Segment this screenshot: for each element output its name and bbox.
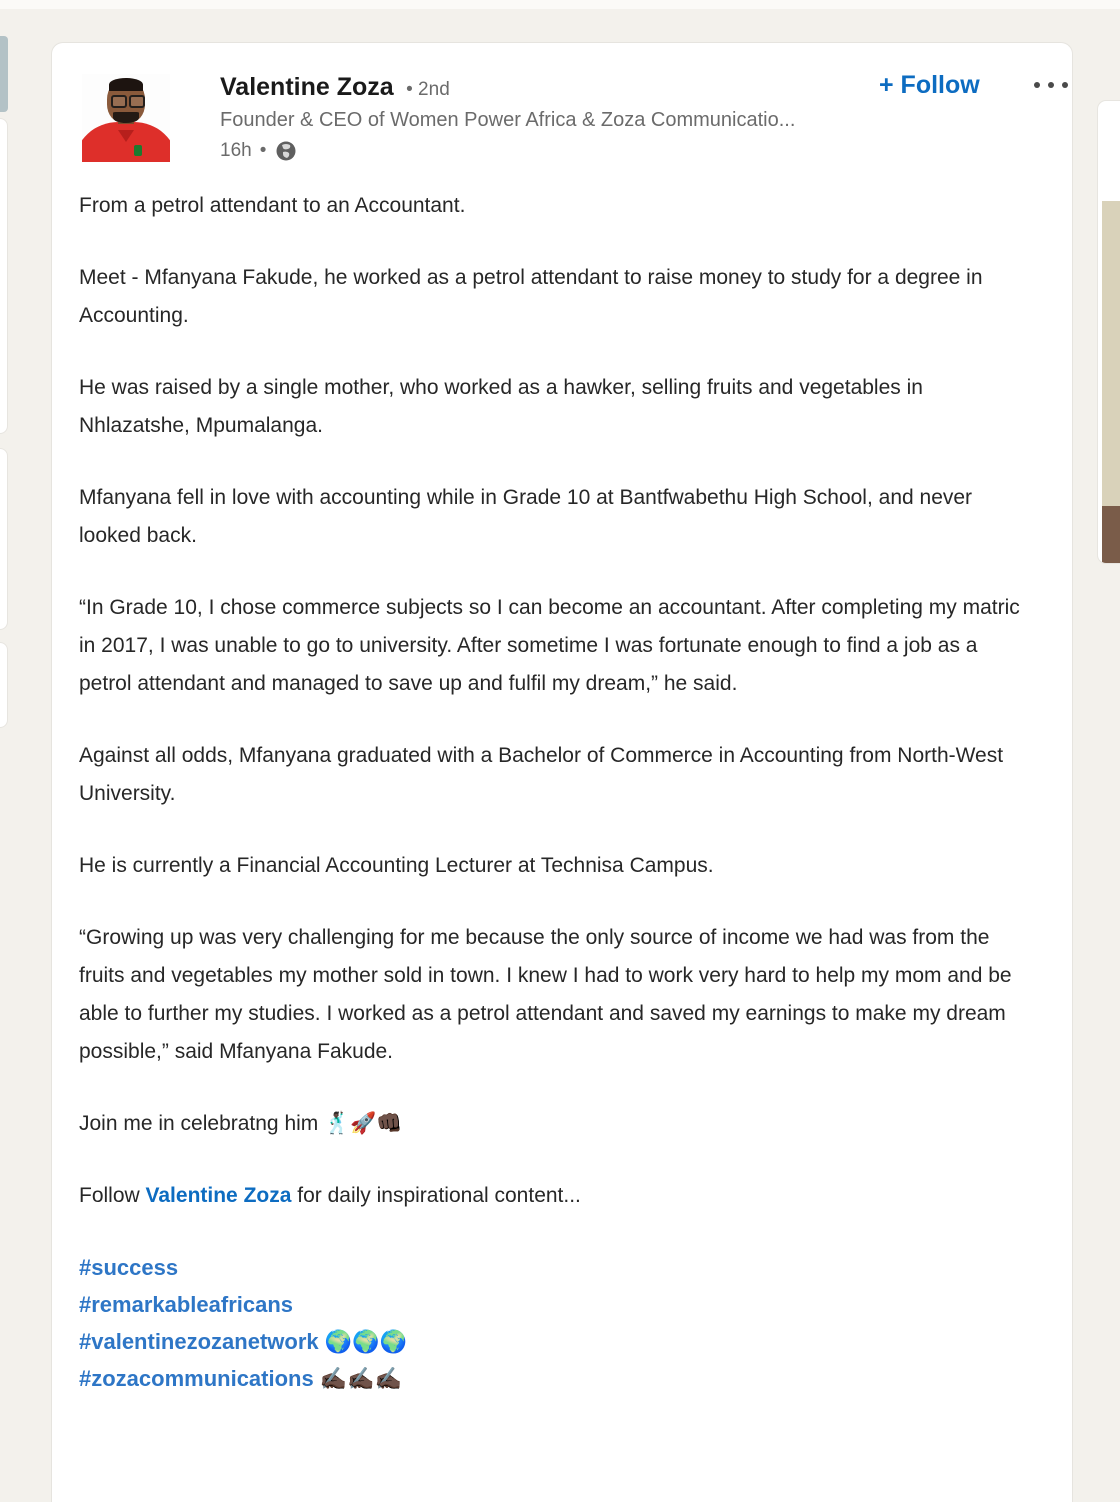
avatar[interactable] [82, 74, 170, 162]
post-paragraph: “In Grade 10, I chose commerce subjects so I can become an accountant. After completing my matric in 2017, I was unable to go to university. After sometime I was fortunate enough to find a job as a petrol attendant and managed to save up and fulfil my dream,” he said. [79, 596, 1020, 695]
adjacent-accent-fragment [0, 36, 8, 112]
adjacent-card-image-fragment [1102, 201, 1120, 506]
hashtag-list [79, 1249, 1027, 1397]
post-paragraph: Meet - Mfanyana Fakude, he worked as a petrol attendant to raise money to study for a degree in Accounting. [79, 266, 983, 327]
adjacent-card-fragment [0, 642, 8, 728]
post-paragraph: From a petrol attendant to an Accountant. [79, 194, 466, 217]
page-top-strip [0, 0, 1120, 9]
hashtag-link[interactable]: #valentinezozanetwork [79, 1329, 319, 1354]
author-block [220, 73, 795, 163]
post-paragraph: Against all odds, Mfanyana graduated with a Bachelor of Commerce in Accounting from North-West University. [79, 744, 1004, 805]
post-paragraph: He is currently a Financial Accounting Lecturer at Technisa Campus. [79, 854, 714, 877]
post-body [79, 187, 1027, 1397]
hashtag-emojis: ✍🏿✍🏿✍🏿 [313, 1366, 403, 1391]
follow-cta-suffix: for daily inspirational content... [291, 1184, 581, 1207]
post-time: 16h [220, 140, 252, 161]
post-header [79, 43, 1045, 184]
adjacent-card-fragment [1097, 100, 1120, 564]
post-card [51, 42, 1073, 1502]
meta-separator: • [259, 140, 267, 161]
post-paragraph: Mfanyana fell in love with accounting while in Grade 10 at Bantfwabethu High School, and never looked back. [79, 486, 973, 547]
hashtag-link[interactable]: #remarkableafricans [79, 1292, 294, 1317]
hashtag-link[interactable]: #success [79, 1255, 179, 1280]
follow-cta-line [79, 1177, 1027, 1215]
follow-cta-prefix: Follow [79, 1184, 146, 1207]
post-paragraph: “Growing up was very challenging for me because the only source of income we had was from the fruits and vegetables my mother sold in town. I knew I had to work very hard to help my mom and be able to further my studies. I worked as a petrol attendant and saved my earnings to make my dream possible,” said Mfanyana Fakude. [79, 926, 1012, 1063]
post-paragraph: He was raised by a single mother, who worked as a hawker, selling fruits and vegetables in Nhlazatshe, Mpumalanga. [79, 376, 923, 437]
hashtag-emojis: 🌍🌍🌍 [318, 1329, 407, 1354]
author-inline-link[interactable]: Valentine Zoza [145, 1184, 292, 1207]
author-name[interactable]: Valentine Zoza [220, 73, 394, 101]
hashtag-line [79, 1286, 1027, 1323]
hashtag-line [79, 1360, 1027, 1397]
globe-icon [274, 139, 298, 163]
hashtag-line [79, 1249, 1027, 1286]
hashtag-link[interactable]: #zozacommunications [79, 1366, 314, 1391]
hashtag-line [79, 1323, 1027, 1360]
adjacent-card-fragment [0, 118, 8, 434]
post-meta [220, 139, 795, 163]
overflow-menu-icon[interactable] [1025, 71, 1077, 99]
avatar-shirt [82, 122, 170, 162]
post-paragraph: Join me in celebratng him 🕺🏿🚀👊🏿 [79, 1112, 403, 1135]
avatar-face [107, 79, 145, 123]
adjacent-card-image-fragment [1102, 506, 1120, 563]
author-headline: Founder & CEO of Women Power Africa & Zoza Communicatio... [220, 109, 796, 131]
adjacent-card-fragment [0, 448, 8, 630]
follow-button[interactable]: + Follow [871, 67, 988, 104]
connection-degree: • 2nd [406, 79, 450, 100]
